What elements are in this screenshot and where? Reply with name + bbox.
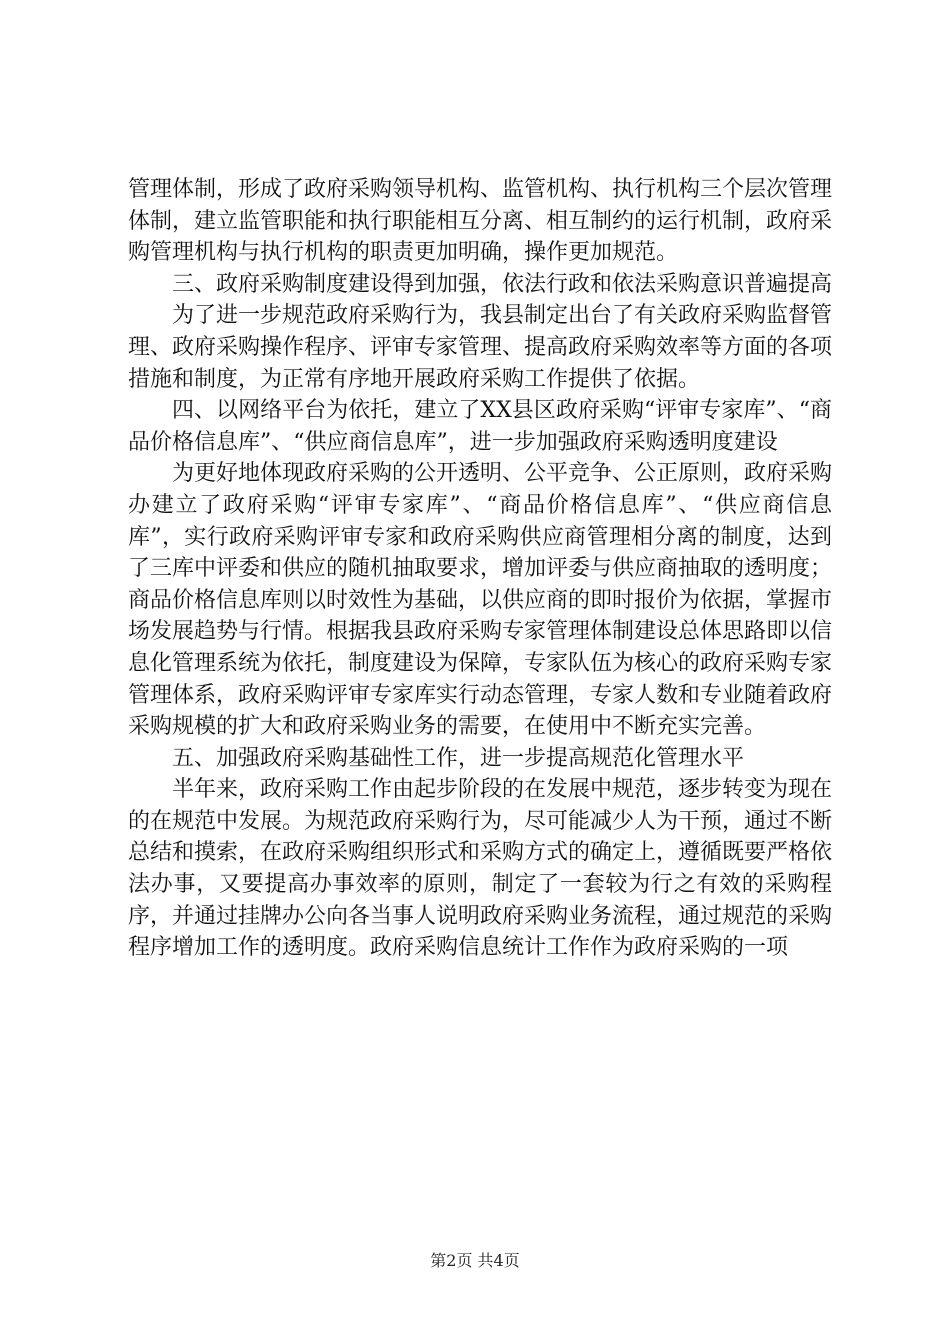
paragraph-7: 半年来，政府采购工作由起步阶段的在发展中规范，逐步转变为现在的在规范中发展。为规范政府采购行为，尽可能减少人为干预，通过不断总结和摸索，在政府采购组织形式和采购方式的确定上，遵循既要严格依法办事，又要提高办事效率的原则，制定了一套较为行之有效的采购程序，并通过挂牌办公向各当事人说明政府采购业务流程，通过规范的采购程序增加工作的透明度。政府采购信息统计工作作为政府采购的一项	[128, 777, 833, 961]
document-body	[128, 174, 832, 964]
paragraph-5: 为更好地体现政府采购的公开透明、公平竞争、公正原则，政府采购办建立了政府采购“评审专家库”、“商品价格信息库”、“供应商信息库”，实行政府采购评审专家和政府采购供应商管理相分离的制度，达到了三库中评委和供应的随机抽取要求，增加评委与供应商抽取的透明度；商品价格信息库则以时效性为基础，以供应商的即时报价为依据，掌握市场发展趋势与行情。根据我县政府采购专家管理体制建设总体思路即以信息化管理系统为依托，制度建设为保障，专家队伍为核心的政府采购专家管理体系，政府采购评审专家库实行动态管理，专家人数和专业随着政府采购规模的扩大和政府采购业务的需要，在使用中不断充实完善。	[128, 461, 833, 740]
paragraph-6-heading: 五、加强政府采购基础性工作，进一步提高规范化管理水平	[172, 745, 745, 771]
paragraph-4-heading: 四、以网络平台为依托，建立了XX县区政府采购“评审专家库”、“商品价格信息库”、“供应商信息库”，进一步加强政府采购透明度建设	[128, 398, 832, 455]
paragraph-2-heading: 三、政府采购制度建设得到加强，依法行政和依法采购意识普遍提高	[172, 271, 833, 297]
paragraph-3: 为了进一步规范政府采购行为，我县制定出台了有关政府采购监督管理、政府采购操作程序、评审专家管理、提高政府采购效率等方面的各项措施和制度，为正常有序地开展政府采购工作提供了依据。	[128, 303, 833, 392]
paragraph-1: 管理体制，形成了政府采购领导机构、监管机构、执行机构三个层次管理体制，建立监管职能和执行职能相互分离、相互制约的运行机制，政府采购管理机构与执行机构的职责更加明确，操作更加规范。	[128, 177, 833, 266]
page-footer: 第2页 共4页	[430, 1251, 520, 1270]
